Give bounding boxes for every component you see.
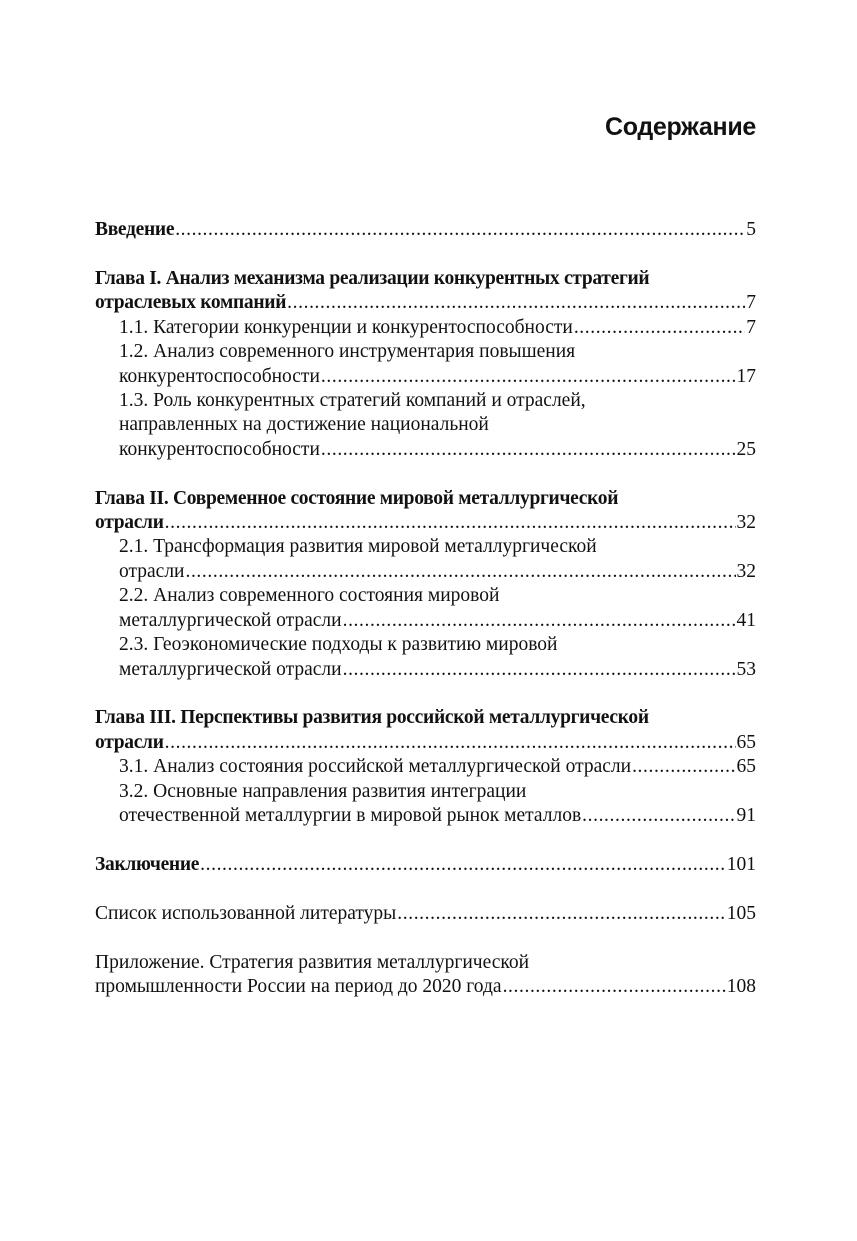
- toc-entry-title: Введение: [95, 219, 175, 240]
- toc-page-number: 65: [736, 756, 756, 778]
- section-title-line: направленных на достижение национальной: [119, 414, 489, 436]
- dot-leader: [321, 365, 736, 389]
- toc-entry-title-line: Приложение. Стратегия развития металлургической: [95, 951, 530, 973]
- chapter-title-line: отрасли: [95, 512, 164, 534]
- dot-leader: [165, 731, 736, 755]
- dot-leader: [343, 658, 736, 682]
- dot-leader: [321, 438, 736, 462]
- section-title-line: металлургической отрасли: [119, 658, 342, 680]
- chapter-title-line: отрасли: [95, 731, 164, 753]
- dot-leader: [582, 804, 735, 828]
- section-title-line: 3.1. Анализ состояния российской металлургической отрасли: [119, 756, 632, 778]
- dot-leader: [503, 975, 726, 999]
- table-of-contents: [95, 218, 756, 1024]
- page-title: Содержание: [604, 113, 756, 141]
- section-title-line: отечественной металлургии в мировой рынок металлов: [119, 805, 582, 827]
- toc-page-number: 101: [726, 853, 756, 875]
- dot-leader: [632, 755, 735, 779]
- section-title-line: 2.3. Геоэкономические подходы к развитию мировой: [119, 634, 558, 656]
- toc-chapter-1: [95, 267, 756, 462]
- section-title-line: 3.2. Основные направления развития интеграции: [119, 780, 527, 802]
- toc-page-number: 5: [746, 219, 756, 240]
- chapter-title-line: Глава II. Современное состояние мировой металлургической: [95, 487, 619, 509]
- toc-page-number: 91: [736, 805, 756, 827]
- toc-page-number: 25: [736, 438, 756, 460]
- toc-page-number: 41: [736, 609, 756, 631]
- chapter-title-line: Глава III. Перспективы развития российской металлургической: [95, 707, 649, 729]
- toc-entry-title: Заключение: [95, 853, 200, 875]
- section-title-line: 1.1. Категории конкуренции и конкурентоспособности: [119, 316, 573, 338]
- toc-entry-references: [95, 902, 756, 926]
- section-title-line: металлургической отрасли: [119, 609, 342, 631]
- chapter-title-line: отраслевых компаний: [95, 292, 287, 314]
- toc-chapter-3: [95, 706, 756, 828]
- toc-entry-title-line: промышленности России на период до 2020 года: [95, 976, 502, 998]
- dot-leader: [397, 902, 725, 926]
- toc-page-number: 53: [736, 658, 756, 680]
- dot-leader: [287, 291, 745, 315]
- dot-leader: [200, 853, 726, 877]
- section-title-line: конкурентоспособности: [119, 438, 320, 460]
- dot-leader: [185, 560, 735, 584]
- dot-leader: [175, 218, 745, 242]
- toc-page-number: 32: [736, 512, 756, 534]
- section-title-line: 2.1. Трансформация развития мировой металлургической: [119, 536, 597, 558]
- toc-entry-appendix: [95, 951, 756, 1000]
- section-title-line: конкурентоспособности: [119, 365, 320, 387]
- toc-page-number: 17: [736, 365, 756, 387]
- dot-leader: [574, 316, 745, 340]
- dot-leader: [343, 609, 736, 633]
- toc-chapter-2: [95, 487, 756, 682]
- toc-page-number: 32: [736, 560, 756, 582]
- toc-entry-conclusion: [95, 853, 756, 877]
- toc-page-number: 65: [736, 731, 756, 753]
- section-title-line: 2.2. Анализ современного состояния мировой: [119, 585, 500, 607]
- chapter-title-line: Глава I. Анализ механизма реализации конкурентных стратегий: [95, 267, 650, 289]
- dot-leader: [165, 511, 736, 535]
- section-title-line: 1.2. Анализ современного инструментария повышения: [119, 341, 576, 363]
- toc-page-number: 105: [726, 902, 756, 924]
- toc-page-number: 7: [746, 316, 756, 338]
- section-title-line: 1.3. Роль конкурентных стратегий компаний и отраслей,: [119, 389, 586, 411]
- toc-entry-title: Список использованной литературы: [95, 902, 397, 924]
- section-title-line: отрасли: [119, 560, 185, 582]
- toc-page-number: 7: [746, 292, 756, 314]
- toc-entry-introduction: [95, 218, 756, 242]
- toc-page-number: 108: [726, 976, 756, 998]
